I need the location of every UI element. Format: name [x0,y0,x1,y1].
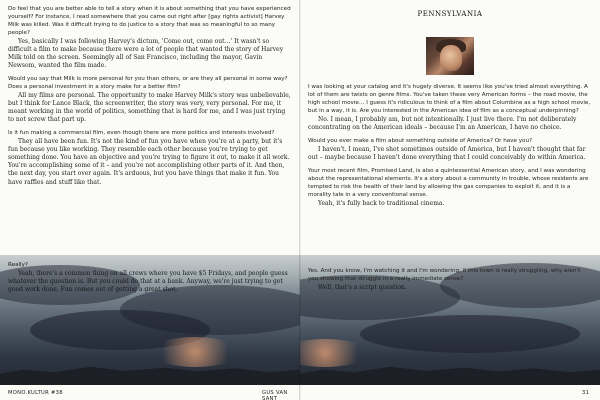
left-running-title: GUS VAN SANT [262,390,288,400]
page-number: 31 [582,390,590,396]
left-footer [0,385,300,400]
left-question-1: Do feel that you are better able to tell a story when it is about something that you have experienced yourself? For instance, I read somewhere that you came out right after [gay rights activist] Harvey Milk was killed. Was it difficult trying to do justice to a story that was so meaningful to so many people? [8,6,291,36]
right-page [300,0,600,400]
right-question-3: Your most recent film, Promised Land, is also a quintessential American story, and I was wondering about the representational elements. It's a story about a community in trouble, whose residents are tempted to risk the health of their land by allowing the gas companies to exploit it, and it is a morality tale in a very conventional sense. [308,167,589,198]
right-question-2: Would you ever make a film about something outside of America? Or have you? [308,137,532,144]
magazine-issue-label: MONO.KULTUR #38 [8,390,63,396]
right-question-4: Yes. And you know, I'm watching it and I'm wondering, if this town is really struggling, why aren't you showing that struggle in a really immediate sense? [308,268,581,282]
left-answer-3: They all have been fun. It's not the kind of fun you have when you're at a party, but it's fun because you like working. They resemble each other because you're trying to get something done. You have an objective and you're trying to figure it out, to make it all work. You're accomplishing some of it – and you're not accomplishing other parts of it. And then, the next day, you start over again. It's arduous, but you have things that make it fun. You have raffles and stuff like that. [8,138,290,186]
left-answer-1: Yes, basically I was following Harvey's dictum, 'Come out, come out…' It wasn't so difficult a film to make because there were a lot of people that wanted the story of Harvey Milk told on the screen. Seemingly all of San Francisco, including the mayor, Gavin Newsom, wanted the film made. [8,37,284,69]
right-answer-2: I haven't. I mean, I've shot sometimes outside of America, but I haven't thought that far out – maybe because I haven't done everything that I could conceivably do within America. [308,145,586,161]
portrait-photo [426,37,474,75]
left-answer-4: Yeah, there's a common thing on all crews where you have $5 Fridays, and people guess whatever the question is. But you could do that at a bank. Anyway, we're just trying to get good work done. Fun comes out of getting a great shot. [8,269,288,294]
left-answer-2: All my films are personal. The opportunity to make Harvey Milk's story was unbelievable, but I think for Lance Black, the screenwriter, the story was very, very personal. For me, it meant working in the world of politics, something that is hard for me, and I was just trying to not screw that part up. [8,91,291,124]
right-footer [300,385,600,400]
left-text-column [8,6,292,187]
right-question-1: I was looking at your catalog and it's hugely diverse. It seems like you've tried almost everything. A lot of them are twists on genre films. You've taken these very American forms – the road movie, the high school movie… I guess it's ridiculous to think of a film about Columbine as a high school movie, but in a way, it is. Are you interested in the American idea of film as a conceptual underpinning? [308,84,591,114]
book-gutter [299,0,301,400]
right-answer-3: Yeah, it's fully back to traditional cinema. [318,199,445,207]
right-text-column [308,84,592,208]
right-answer-1: No. I mean, I probably am, but not intentionally. I just live there. I'm not deliberately concentrating on the American ideals – because I'm an American, I have no choice. [308,115,577,131]
section-title: PENNSYLVANIA [417,10,483,18]
left-question-4: Really? [8,262,28,268]
right-answer-4: Well, that's a script question. [318,283,407,291]
left-overlay-text [8,262,292,294]
left-question-3: Is it fun making a commercial film, even though there are more politics and interests involved? [8,130,275,137]
right-overlay-text [308,268,592,292]
left-question-2: Would you say that Milk is more personal for you than others, or are they all personal in some way? Does a personal investment in a story make for a better film? [8,76,288,90]
